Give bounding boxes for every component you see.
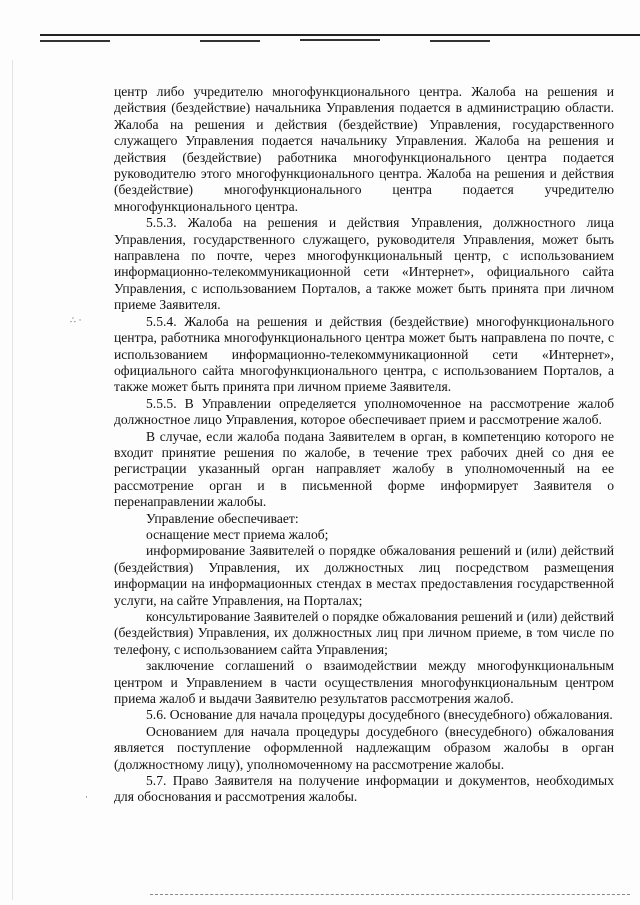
scan-artifact-dash bbox=[200, 40, 260, 42]
list-item: консультирование Заявителей о порядке обжалования решений и (или) действий (бездействия) Управления, их должностных лиц при личном приеме, в том числе по телефону, с использованием сайта Управления; bbox=[114, 609, 614, 657]
scan-speck: ∴ · bbox=[70, 316, 82, 326]
paragraph: Управление обеспечивает: bbox=[146, 510, 299, 526]
paragraph: В случае, если жалоба подана Заявителем в орган, в компетенцию которого не входит принятие решения по жалобе, в течение трех рабочих дней со дня ее регистрации указанный орган направляет жалобу в уполномоченный на ее рассмотрение орган и в письменной форме информирует Заявителя о перенаправлении жалобы. bbox=[114, 428, 614, 510]
scan-edge-left bbox=[12, 60, 13, 900]
section-heading-5-6: 5.6. Основание для начала процедуры досудебного (внесудебного) обжалования. bbox=[146, 707, 613, 723]
paragraph-5-5-5: 5.5.5. В Управлении определяется уполномоченное на рассмотрение жалоб должностное лицо Управления, которое обеспечивает прием и рассмотрение жалоб. bbox=[114, 395, 614, 428]
paragraph-5-5-4: 5.5.4. Жалоба на решения и действия (бездействие) многофункционального центра, работника многофункционального центра может быть направлена по почте, с использованием информационно-телекоммуникационной сети «Интернет», официального сайта многофункционального центра, с использованием Порталов, а также может быть принята при личном приеме Заявителя. bbox=[114, 313, 614, 395]
paragraph-5-5-3: 5.5.3. Жалоба на решения и действия Управления, должностного лица Управления, государственного служащего, руководителя Управления, может быть направлена по почте, через многофункциональный центр, с использованием информационно-телекоммуникационной сети «Интернет», официального сайта Управления, с использованием Порталов, а также может быть принята при личном приеме Заявителя. bbox=[114, 215, 614, 313]
scan-edge-top bbox=[40, 34, 640, 36]
list-item: информирование Заявителей о порядке обжалования решений и (или) действий (бездействия) Управления, их должностных лиц посредством размещения информации на информационных стендах в местах предоставления государственной услуги, на сайте Управления, на Порталах; bbox=[114, 543, 614, 608]
scan-edge-bottom bbox=[150, 894, 630, 895]
paragraph: центр либо учредителю многофункционального центра. Жалоба на решения и действия (бездействие) начальника Управления подается в администрацию области. Жалоба на решения и действия (бездействие) Управления, государственного служащего Управления подается начальнику Управления. Жалоба на решения и действия (бездействие) работника многофункционального центра подается руководителю этого многофункционального центра. Жалоба на решения и действия (бездействие) многофункционального центра подается учредителю многофункционального центра. bbox=[114, 84, 614, 214]
scan-artifact-dash bbox=[40, 40, 110, 42]
scan-speck: · bbox=[85, 793, 88, 803]
list-item: заключение соглашений о взаимодействии между многофункциональным центром и Управлением в части осуществления многофункциональным центром приема жалоб и выдачи Заявителю результатов рассмотрения жалоб. bbox=[114, 658, 614, 707]
scan-artifact-dash bbox=[430, 40, 490, 42]
list-item: оснащение мест приема жалоб; bbox=[146, 526, 329, 542]
section-heading-5-7: 5.7. Право Заявителя на получение информации и документов, необходимых для обоснования и рассмотрения жалобы. bbox=[114, 773, 614, 805]
document-body bbox=[114, 84, 614, 806]
paragraph: Основанием для начала процедуры досудебного (внесудебного) обжалования является поступление оформленной надлежащим образом жалобы в орган (должностному лицу), уполномоченному на рассмотрение жалобы. bbox=[114, 723, 614, 772]
scan-artifact-dash bbox=[300, 39, 380, 41]
